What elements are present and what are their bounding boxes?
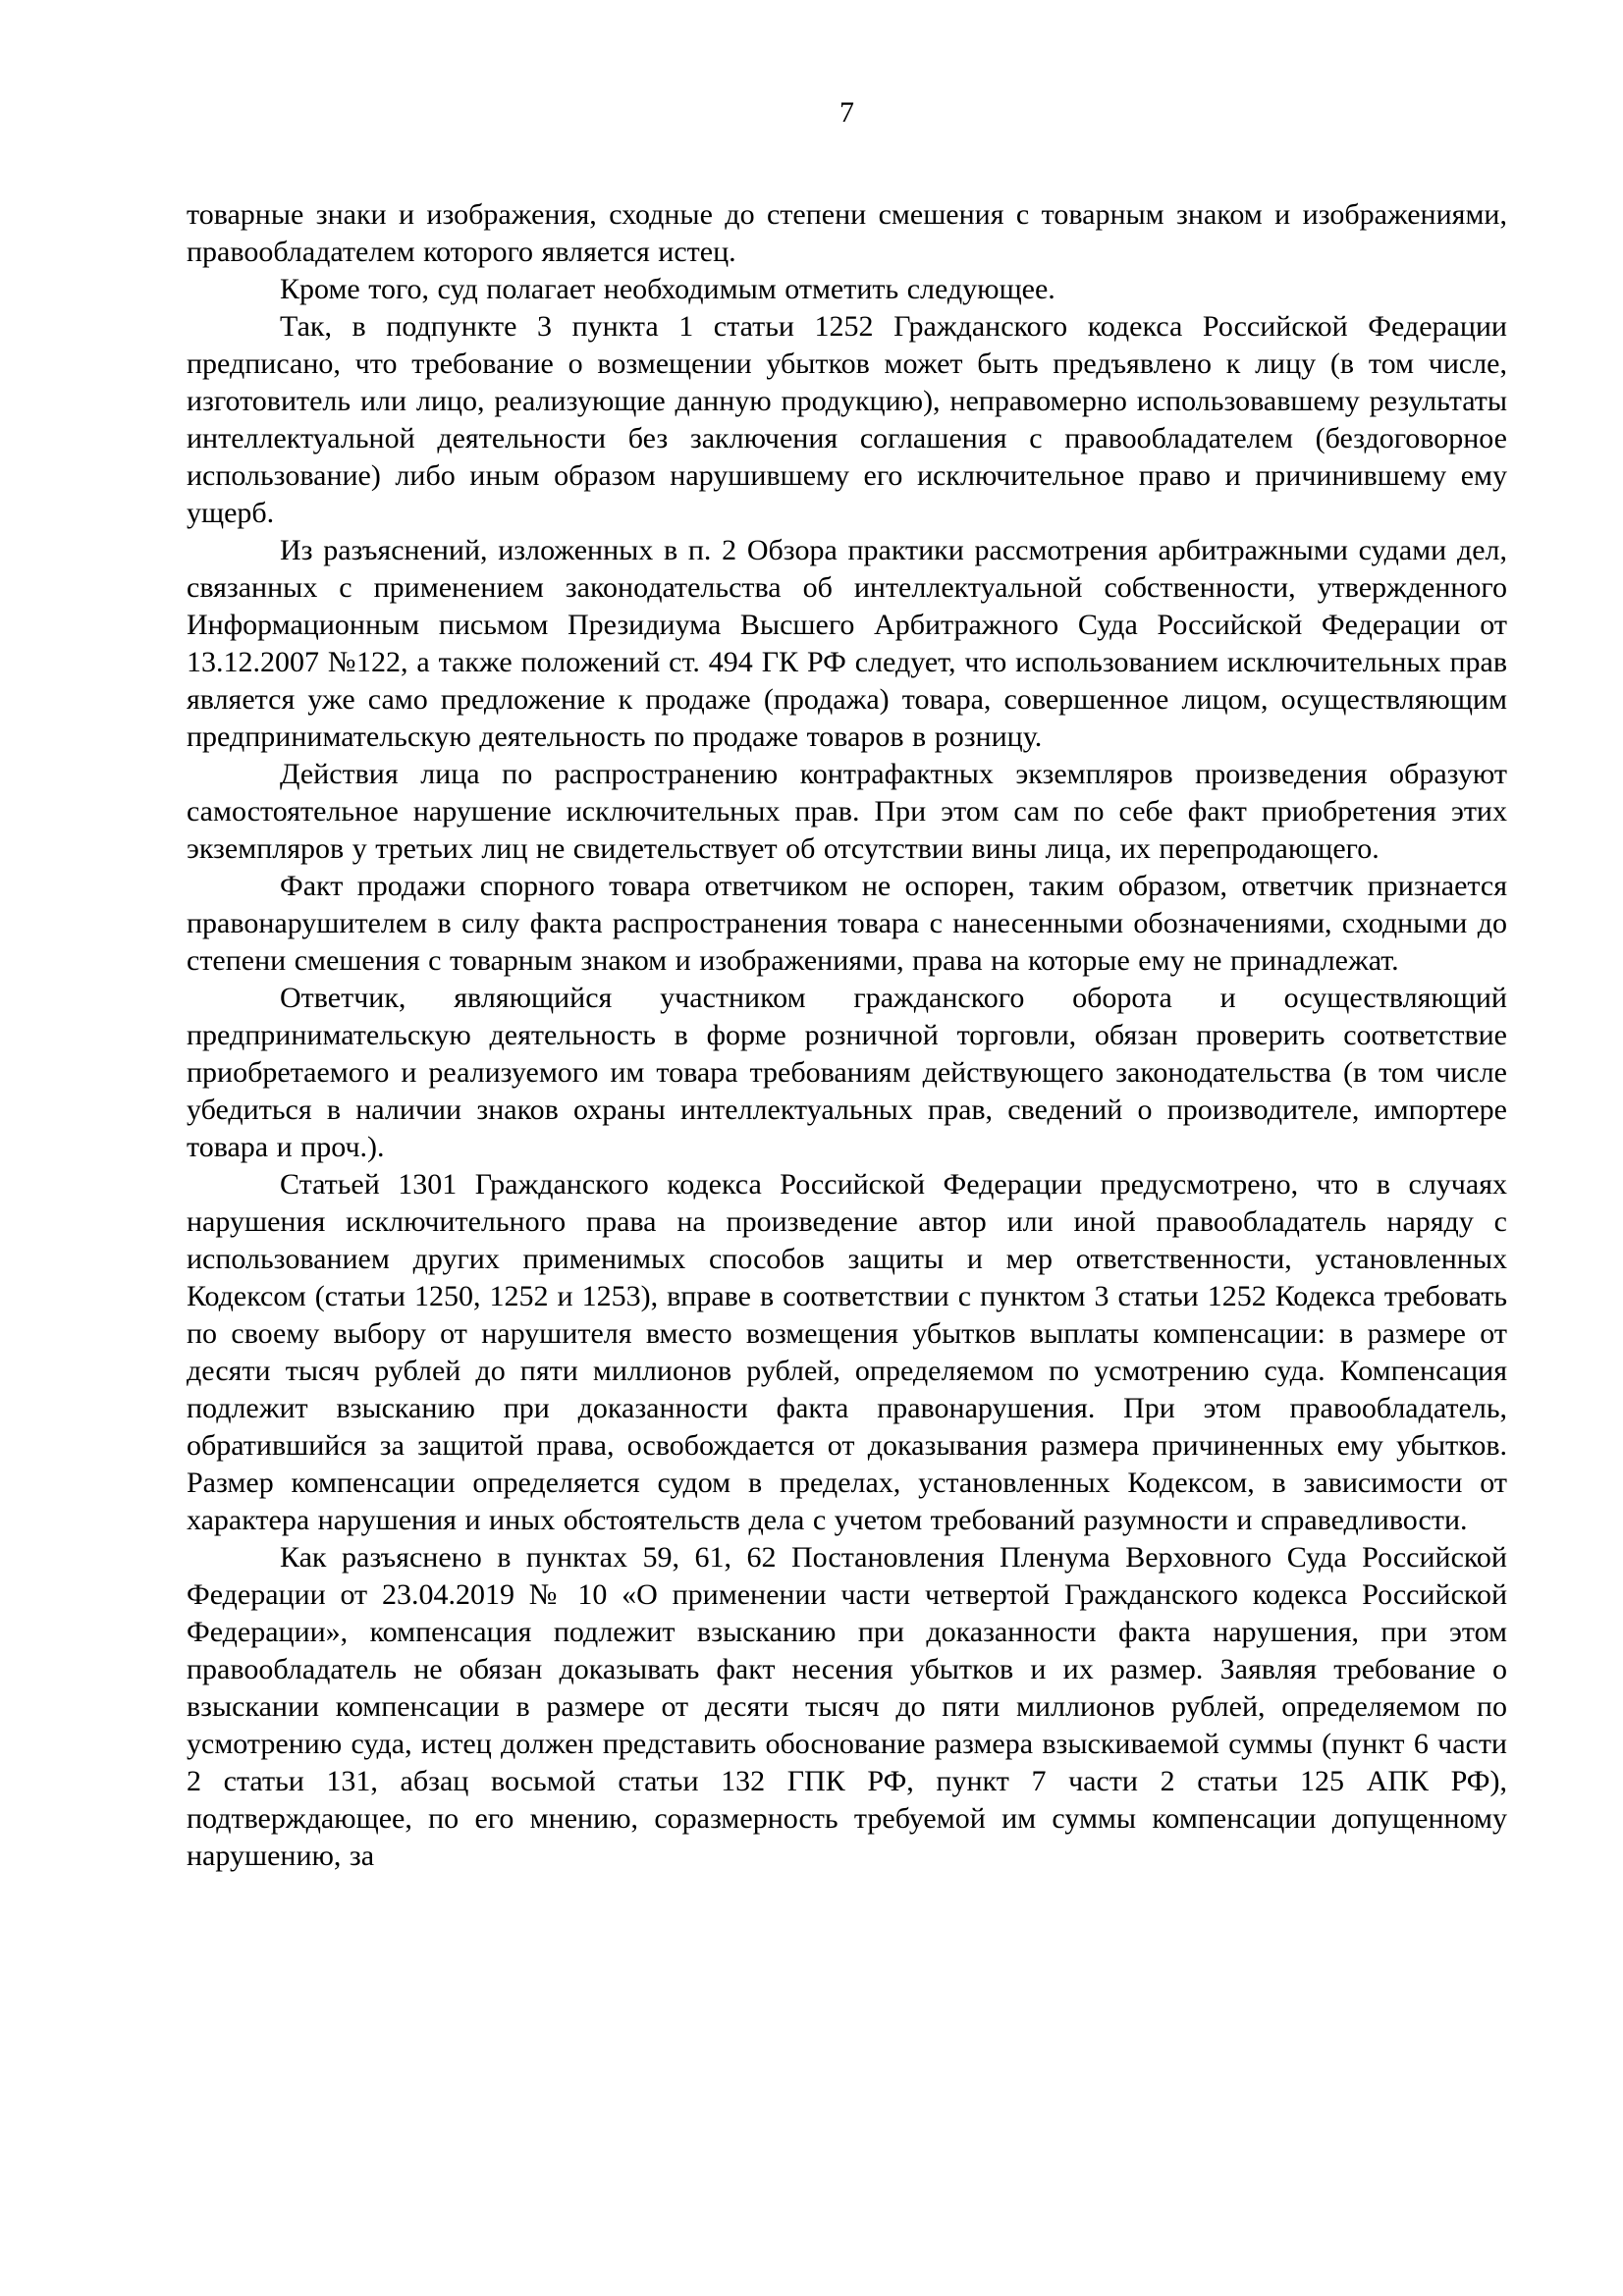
paragraph: Кроме того, суд полагает необходимым отметить следующее. xyxy=(280,273,1055,305)
document-body xyxy=(187,196,1507,1875)
paragraph: Статьей 1301 Гражданского кодекса Российской Федерации предусмотрено, что в случаях нарушения исключительного права на произведение автор или иной правообладатель наряду с использованием других применимых способов защиты и мер ответственности, установленных Кодексом (статьи 1250, 1252 и 1253), вправе в соответствии с пунктом 3 статьи 1252 Кодекса требовать по своему выбору от нарушителя вместо возмещения убытков выплаты компенсации: в размере от десяти тысяч рублей до пяти миллионов рублей, определяемом по усмотрению суда. Компенсация подлежит взысканию при доказанности факта правонарушения. При этом правообладатель, обратившийся за защитой права, освобождается от доказывания размера причиненных ему убытков. Размер компенсации определяется судом в пределах, установленных Кодексом, в зависимости от характера нарушения и иных обстоятельств дела с учетом требований разумности и справедливости. xyxy=(187,1168,1507,1536)
paragraph: Ответчик, являющийся участником гражданского оборота и осуществляющий предпринимательскую деятельность в форме розничной торговли, обязан проверить соответствие приобретаемого и реализуемого им товара требованиям действующего законодательства (в том числе убедиться в наличии знаков охраны интеллектуальных прав, сведений о производителе, импортере товара и проч.). xyxy=(187,982,1507,1163)
paragraph: Так, в подпункте 3 пункта 1 статьи 1252 Гражданского кодекса Российской Федерации предписано, что требование о возмещении убытков может быть предъявлено к лицу (в том числе, изготовитель или лицо, реализующие данную продукцию), неправомерно использовавшему результаты интеллектуальной деятельности без заключения соглашения с правообладателем (бездоговорное использование) либо иным образом нарушившему его исключительное право и причинившему ему ущерб. xyxy=(187,310,1507,529)
paragraph: Действия лица по распространению контрафактных экземпляров произведения образуют самостоятельное нарушение исключительных прав. При этом сам по себе факт приобретения этих экземпляров у третьих лиц не свидетельствует об отсутствии вины лица, их перепродающего. xyxy=(187,758,1507,865)
page-number: 7 xyxy=(839,96,854,129)
paragraph: Как разъяснено в пунктах 59, 61, 62 Постановления Пленума Верховного Суда Российской Федерации от 23.04.2019 № 10 «О применении части четвертой Гражданского кодекса Российской Федерации», компенсация подлежит взысканию при доказанности факта нарушения, при этом правообладатель не обязан доказывать факт несения убытков и их размер. Заявляя требование о взыскании компенсации в размере от десяти тысяч до пяти миллионов рублей, определяемом по усмотрению суда, истец должен представить обоснование размера взыскиваемой суммы (пункт 6 части 2 статьи 131, абзац восьмой статьи 132 ГПК РФ, пункт 7 части 2 статьи 125 АПК РФ), подтверждающее, по его мнению, соразмерность требуемой им суммы компенсации допущенному нарушению, за xyxy=(187,1541,1507,1872)
paragraph: Из разъяснений, изложенных в п. 2 Обзора практики рассмотрения арбитражными судами дел, связанных с применением законодательства об интеллектуальной собственности, утвержденного Информационным письмом Президиума Высшего Арбитражного Суда Российской Федерации от 13.12.2007 №122, а также положений ст. 494 ГК РФ следует, что использованием исключительных прав является уже само предложение к продаже (продажа) товара, совершенное лицом, осуществляющим предпринимательскую деятельность по продаже товаров в розницу. xyxy=(187,534,1507,753)
paragraph: Факт продажи спорного товара ответчиком не оспорен, таким образом, ответчик признается правонарушителем в силу факта распространения товара с нанесенными обозначениями, сходными до степени смешения с товарным знаком и изображениями, права на которые ему не принадлежат. xyxy=(187,870,1507,977)
paragraph: товарные знаки и изображения, сходные до степени смешения с товарным знаком и изображениями, правообладателем которого является истец. xyxy=(187,198,1507,268)
